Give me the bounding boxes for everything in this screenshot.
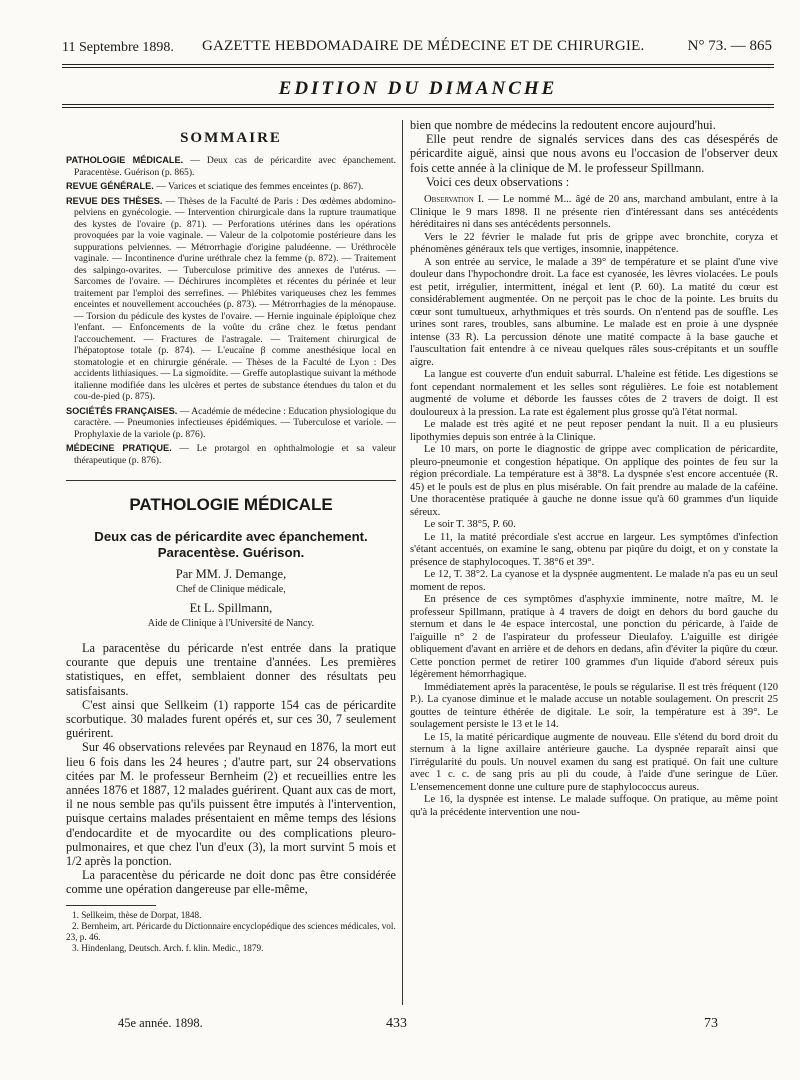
- affiliation-1: Chef de Clinique médicale,: [176, 584, 286, 595]
- sommaire-entry-text: — Académie de médecine : Education physiologique du caractère. — Pneumonies infectieuses épidémiques. — Tuberculose et variole. — Prophylaxie de la variole (p. 876).: [74, 405, 396, 440]
- page-reference: N° 73. — 865: [687, 38, 772, 54]
- sommaire-entry-label: REVUE DES THÈSES.: [66, 195, 163, 206]
- sommaire-entry: [66, 155, 396, 178]
- observation-paragraph: [410, 519, 778, 532]
- observation-text: Le 16, la dyspnée est intense. Le malade suffoque. On pratique, au même point qu'à la précédente intervention une nou-: [410, 794, 778, 818]
- author-1-name: Par MM. J. Demange,: [175, 567, 287, 581]
- footnotes: [66, 910, 396, 954]
- article-title: Deux cas de péricardite avec épanchement. Paracentèse. Guérison.: [94, 529, 368, 560]
- author-2-name: Et L. Spillmann,: [189, 601, 273, 615]
- article-body-right: [410, 118, 778, 189]
- sommaire-entry: [66, 181, 396, 193]
- observation-text: Le soir T. 38°5, P. 60.: [424, 519, 516, 531]
- footnote-rule: [66, 905, 156, 906]
- author-2: [66, 601, 396, 616]
- sommaire-entry-label: PATHOLOGIE MÉDICALE.: [66, 155, 184, 165]
- observation-text: Vers le 22 février le malade fut pris de grippe avec bronchite, coryza et phénomènes généraux tels que vertiges, insomnie, inappétence.: [410, 231, 778, 256]
- article-body-left: [66, 641, 396, 897]
- observation-paragraph: [410, 232, 778, 257]
- sommaire-entry: [66, 196, 396, 403]
- edition-rule-top: [62, 104, 774, 105]
- observation-text: Le malade est très agité et ne peut reposer pendant la nuit. Il a eu plusieurs lipothymies depuis son entrée à la Clinique.: [410, 419, 778, 443]
- edition-rule-bottom: [62, 107, 774, 108]
- article-paragraph: Elle peut rendre de signalés services dans des cas désespérés de péricardite aiguë, ainsi que nous avons eu l'occasion de l'observer deux fois cette année à la clinique de M. le professeur Spillmann.: [410, 132, 778, 175]
- sommaire-entry-text: — Deux cas de péricardite avec épanchement. Paracentèse. Guérison (p. 865).: [74, 155, 396, 178]
- observation-text: Le 10 mars, on porte le diagnostic de grippe avec complication de péricardite, pleuro-pneumonie et congestion hépatique. On applique des pointes de feu sur la région précordiale. La température est à 38°8. La dyspnée s'est encore accentuée (R. 45) et le pouls est de plus en plus misérable. On fait prendre au malade de la caféine. Une thoracentèse pratiquée à gauche ne donne issue qu'à 60 grammes d'un liquide séreux.: [410, 444, 778, 518]
- article-paragraph: Sur 46 observations relevées par Reynaud en 1876, la mort eut lieu 6 fois dans les 24 heures ; d'autre part, sur 24 observations citées par M. le professeur Bernheim (2) et recueillies entre les années 1876 et 1887, 12 malades guérirent. Quant aux cas de mort, il ne nous semble pas qu'ils puissent être imputés à l'intervention, puisque certains malades présentaient en même temps des lésions d'endocardite et de myocardite ou des complications pleuro-pulmonaires, et que chez l'un d'eux (3), la mort survint 5 mois et 1/2 après la ponction.: [66, 740, 396, 869]
- observation-paragraph: [410, 682, 778, 732]
- observation-text: En présence de ces symptômes d'asphyxie imminente, notre maître, M. le professeur Spillmann, pratique à 4 travers de doigt en dehors du bord gauche du sternum et dans le 4e espace intercostal, une ponction du péricarde, à l'aide de l'aiguille n° 2 de l'aspirateur du professeur Dieulafoy. L'aiguille est dirigée obliquement d'avant en arrière et de dehors en dedans, afin d'éviter la piqûre du cœur. Cette ponction permet de retirer 100 grammes d'un liquide d'abord séreux puis légèrement hémorrhagique.: [410, 594, 778, 681]
- sommaire-entry: [66, 406, 396, 441]
- header-date: 11 Septembre 1898.: [62, 40, 174, 55]
- right-column: [410, 118, 778, 1008]
- volume-year: 45e année. 1898.: [118, 1016, 203, 1030]
- sommaire-entry-text: — Le protargol en ophthalmologie et sa valeur thérapeutique (p. 876).: [74, 443, 396, 466]
- sommaire-entry-label: SOCIÉTÉS FRANÇAISES.: [66, 405, 178, 416]
- observation-text: Le 11, la matité précordiale s'est accrue en largeur. Les symptômes d'infection s'étant accentués, on examine le sang, obtenu par piqûre du doigt, et on y constate la présence de staphylocoques. T. 38°6 et 39°.: [410, 531, 778, 568]
- folio-number: 433: [386, 1016, 407, 1031]
- sommaire-list: [66, 155, 396, 466]
- footnote: 3. Hindenlang, Deutsch. Arch. f. klin. Medic., 1879.: [72, 942, 264, 953]
- header-rule-top: [62, 64, 774, 65]
- author-1: [66, 567, 396, 582]
- article-paragraph: Voici ces deux observations :: [426, 174, 570, 189]
- sommaire-entry-text: — Varices et sciatique des femmes enceintes (p. 867).: [153, 181, 364, 192]
- header-rule-bottom: [62, 67, 774, 68]
- running-header: [62, 36, 772, 60]
- sommaire-title: SOMMAIRE: [180, 130, 282, 146]
- section-separator: [66, 480, 396, 481]
- left-column: [66, 118, 396, 1013]
- observation-label: Observation I.: [424, 194, 485, 206]
- observation-text: Le 12, T. 38°2. La cyanose et la dyspnée augmentent. Le malade n'a pas eu un seul moment de repos.: [410, 569, 778, 593]
- observation-paragraph: [410, 194, 778, 232]
- sommaire-entry-text: — Thèses de la Faculté de Paris : Des œdèmes abdomino-pelviens en gynécologie. — Intervention chirurgicale dans la rupture traumatique des kystes de l'ovaire (p. 871). — Perforations utérines dans les opérations provoquées par la voie vaginale. — Valeur de la colpotomie postérieure dans les suppurations pelviennes. — Métrorrhagie d'origine paludéenne. — Uréthrocèle vaginale. — Incontinence d'urine uréthrale chez la femme (p. 872). — Traitement des salpingo-ovarites. — Tuberculose primitive des annexes de l'utérus. — Sarcomes de l'ovaire. — Déchirures incomplètes et récentes du périnée et leur traitement par l'emploi des serrefines. — Phlébites variqueuses chez les femmes enceintes et nouvellement accouchées (p. 873). — Métrorrhagies de la ménopause. — Torsion du pédicule des kystes de l'ovaire. — Hernie inguinale épiploïque chez l'enfant. — Enfoncements de la voûte du crâne chez le fœtus pendant l'accouchement. — Fractures de l'astragale. — Traitement chirurgical de l'hépatoptose totale (p. 874). — L'eucaïne β comme anesthésique local en stomatologie et en chirurgie générale. — Thèses de la Faculté de Lyon : Des accidents lithiasiques. — La sigmoïdite. — Greffe autoplastique suivant la méthode italienne modifiée dans les ulcères et pertes de substance étendues du talon et du cou-de-pied (p. 875).: [74, 195, 396, 402]
- observation-paragraph: [410, 794, 778, 819]
- observation-paragraph: [410, 732, 778, 795]
- observation-text: [410, 194, 778, 819]
- observation-paragraph: [410, 569, 778, 594]
- observation-paragraph: [410, 444, 778, 519]
- observation-text: A son entrée au service, le malade a 39° de température et se plaint d'une vive douleur dans l'hypochondre droit. La face est cyanosée, les lèvres violacées. Le pouls est petit, irrégulier, intermittent, inégal et lent (P. 60). La matité du cœur est considérablement augmentée. On ne perçoit pas le choc de la pointe. Les bruits du cœur sont tumultueux, arhythmiques et très sourds. On n'entend pas de souffle. Les urines sont rares, troubles, sans albumine. Le malade est en proie à une dyspnée intense (33 R). La percussion dénote une matité compacte à la base gauche et l'auscultation fait entendre à ce niveau quelques râles sous-crépitants et un souffle aigre.: [410, 256, 778, 368]
- observation-paragraph: [410, 419, 778, 444]
- article-paragraph: C'est ainsi que Sellkeim (1) rapporte 154 cas de péricardite scorbutique. 30 malades furent opérés et, sur ces 30, 7 seulement guérirent.: [66, 697, 396, 741]
- observation-text: La langue est couverte d'un enduit saburral. L'haleine est fétide. Les digestions se font cependant normalement et les selles sont régulières. Le foie est notablement augmenté de volume et déborde les fausses côtes de 2 travers de doigt. Il est douloureux à la pression. La rate est également plus grosse qu'à l'état normal.: [410, 369, 778, 418]
- footnote: 1. Sellkeim, thèse de Dorpat, 1848.: [72, 909, 202, 920]
- edition-banner: EDITION DU DIMANCHE: [278, 78, 558, 99]
- sommaire-entry: [66, 443, 396, 466]
- article-paragraph: bien que nombre de médecins la redoutent encore aujourd'hui.: [410, 118, 716, 132]
- observation-text: Le 15, la matité péricardique augmente de nouveau. Elle s'étend du bord droit du sternum à la ligne axillaire antérieure gauche. La dyspnée reparaît ainsi que l'irrégularité du pouls. Un nouvel examen du sang est pratiqué. On fait une culture avec 1 c. c. de sang pris au pli du coude, à l'aide d'une seringue de Lüer. L'ensemencement donne une culture pure de staphylococcus aureus.: [410, 731, 778, 793]
- observation-paragraph: [410, 594, 778, 682]
- section-title: PATHOLOGIE MÉDICALE: [129, 495, 333, 514]
- page-number: 73: [704, 1016, 718, 1031]
- observation-text: Immédiatement après la paracentèse, le pouls se régularise. Il est très fréquent (120 P.). La cyanose diminue et le malade accuse un notable soulagement. On prescrit 25 gouttes de teinture éthérée de digitale. Le soir, la température est à 39°. Le soulagement persiste le 13 et le 14.: [410, 681, 778, 731]
- observation-paragraph: [410, 257, 778, 370]
- affiliation-2: Aide de Clinique à l'Université de Nancy.: [147, 618, 315, 629]
- article-paragraph: La paracentèse du péricarde n'est entrée dans la pratique courante que depuis une trentaine d'années. Les premières statistiques, en effet, semblaient donner des résultats peu satisfaisants.: [66, 641, 396, 698]
- journal-title: GAZETTE HEBDOMADAIRE DE MÉDECINE ET DE CHIRURGIE.: [202, 38, 645, 54]
- column-divider: [402, 120, 403, 1005]
- footnote: 2. Bernheim, art. Péricarde du Dictionnaire encyclopédique des sciences médicales, vol. 23, p. 46.: [66, 920, 396, 942]
- sommaire-entry-label: MÉDECINE PRATIQUE.: [66, 443, 172, 453]
- sommaire-entry-label: REVUE GÉNÉRALE.: [66, 181, 154, 191]
- observation-paragraph: [410, 532, 778, 570]
- observation-text: — Le nommé M... âgé de 20 ans, marchand ambulant, entre à la Clinique le 9 mars 1898. Il ne présente rien d'intéressant dans ses antécédents héréditaires ni dans ses antécédents personnels.: [410, 194, 778, 231]
- article-paragraph: La paracentèse du péricarde ne doit donc pas être considérée comme une opération dangereuse par elle-même,: [66, 868, 396, 897]
- observation-paragraph: [410, 369, 778, 419]
